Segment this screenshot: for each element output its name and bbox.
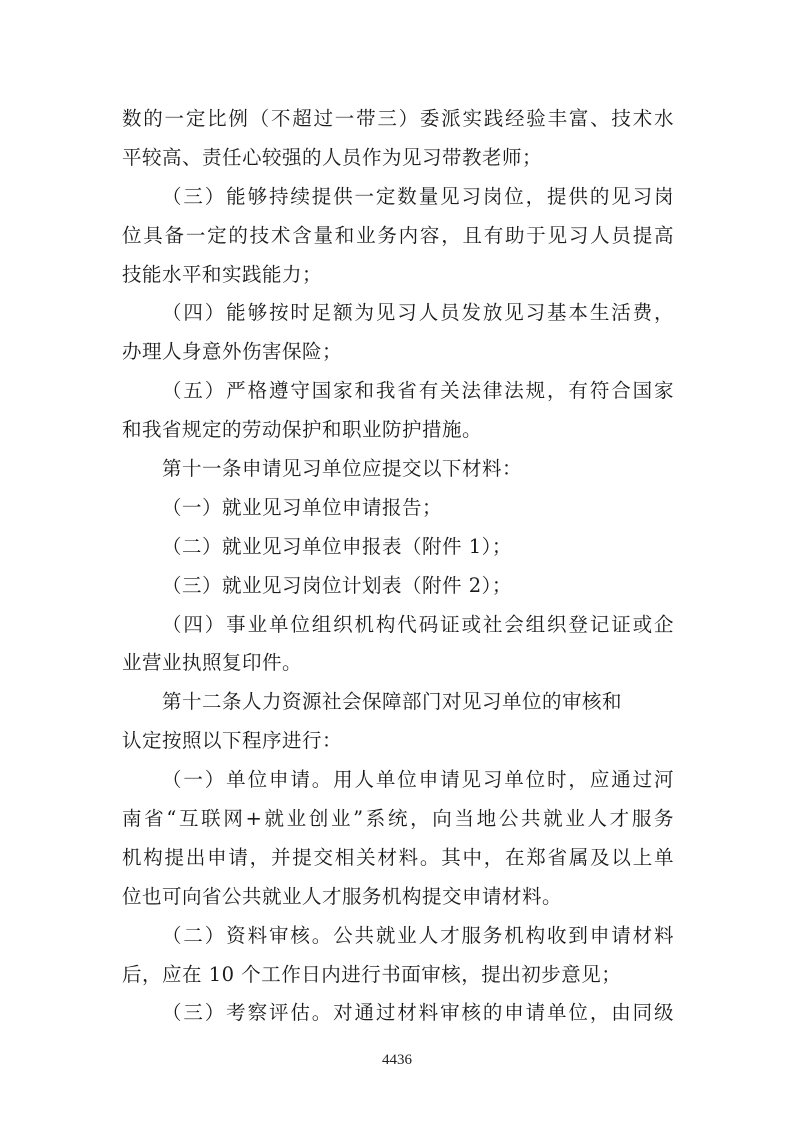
page-number: 4436	[382, 1052, 412, 1068]
text-line: （一）就业见习单位申请报告；	[162, 495, 443, 519]
text-line: 第十二条人力资源社会保障部门对见习单位的审核和	[162, 690, 623, 714]
text-line: 位也可向省公共就业人才服务机构提交申请材料。	[122, 884, 563, 908]
text-line: 第十一条申请见习单位应提交以下材料：	[162, 457, 523, 481]
text-line: 数的一定比例（不超过一带三）委派实践经验丰富、技术水	[122, 107, 674, 130]
text-line: （三）能够持续提供一定数量见习岗位，提供的见习岗	[162, 184, 674, 208]
text-line: 平较高、责任心较强的人员作为见习带教老师；	[122, 145, 543, 169]
text-line: 业营业执照复印件。	[122, 651, 303, 675]
text-line: （三）考察评估。对通过材料审核的申请单位，由同级	[162, 1001, 674, 1025]
text-line: （一）单位申请。用人单位申请见习单位时，应通过河	[162, 768, 674, 792]
text-line: 位具备一定的技术含量和业务内容，且有助于见习人员提高	[122, 223, 674, 247]
text-line: （四）事业单位组织机构代码证或社会组织登记证或企	[162, 612, 674, 636]
text-line: （三）就业见习岗位计划表（附件 2）；	[162, 573, 512, 597]
text-line: （二）就业见习单位申报表（附件 1）；	[162, 534, 512, 558]
document-body	[122, 100, 674, 1033]
text-line: （五）严格遵守国家和我省有关法律法规，有符合国家	[162, 379, 674, 403]
text-line: 和我省规定的劳动保护和职业防护措施。	[122, 418, 483, 442]
text-line: 办理人身意外伤害保险；	[122, 340, 343, 364]
text-line: 技能水平和实践能力；	[122, 262, 323, 286]
text-line: （二）资料审核。公共就业人才服务机构收到申请材料	[162, 923, 674, 947]
text-line: 后，应在 10 个工作日内进行书面审核，提出初步意见；	[122, 962, 622, 986]
text-line: 机构提出申请，并提交相关材料。其中，在郑省属及以上单	[122, 845, 674, 869]
text-line: 南省“互联网+就业创业”系统，向当地公共就业人才服务	[122, 807, 674, 831]
text-line: 认定按照以下程序进行：	[122, 729, 343, 753]
text-line: （四）能够按时足额为见习人员发放见习基本生活费，	[162, 301, 674, 325]
